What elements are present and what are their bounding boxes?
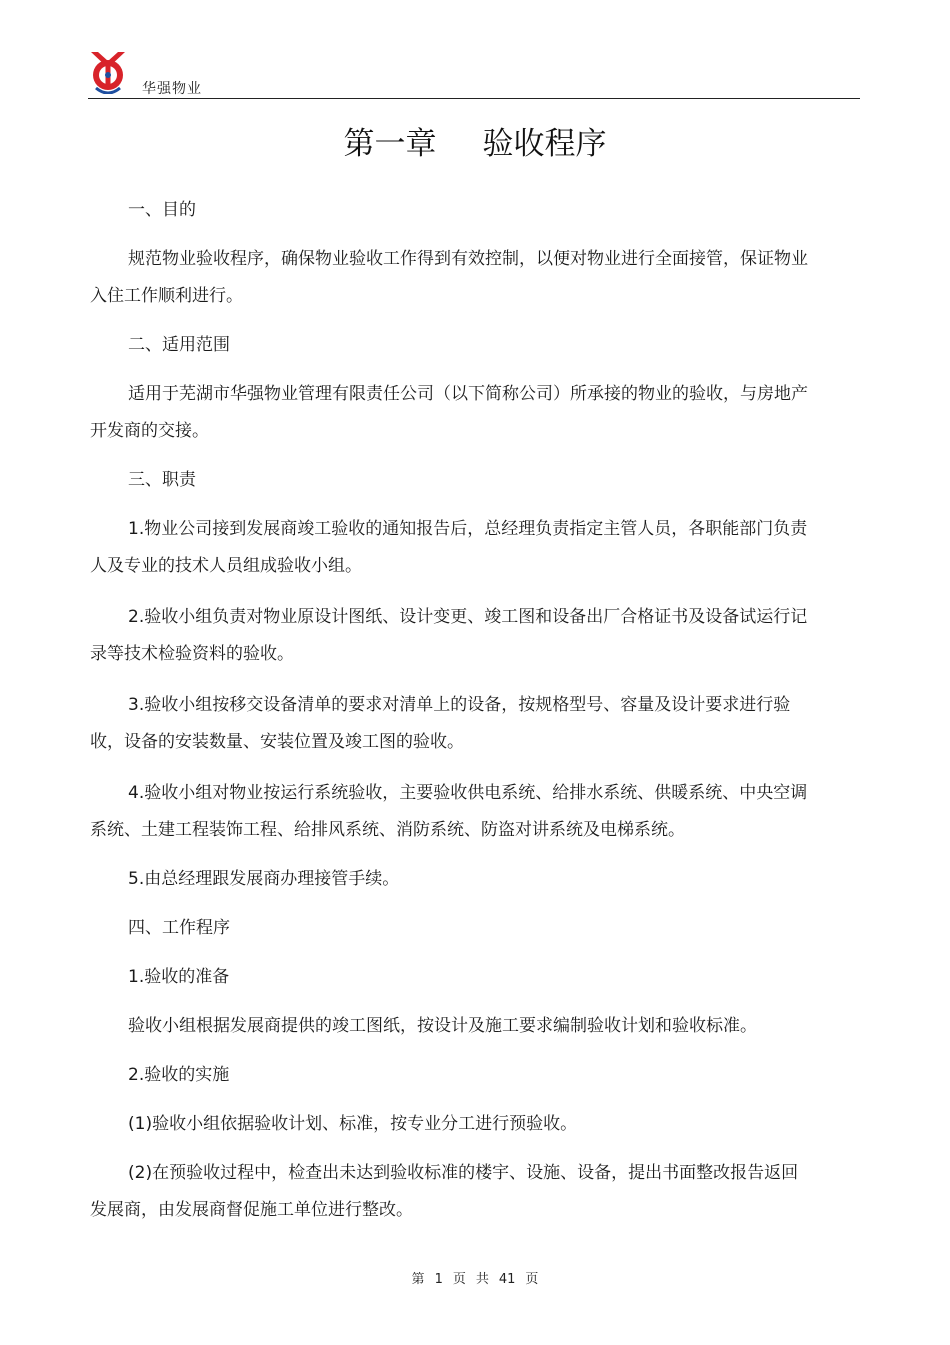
paragraph: 4.验收小组对物业按运行系统验收，主要验收供电系统、给排水系统、供暖系统、中央空调系统、土建工程装饰工程、给排风系统、消防系统、防盗对讲系统及电梯系统。 [90,783,808,840]
paragraph: 适用于芜湖市华强物业管理有限责任公司（以下简称公司）所承接的物业的验收，与房地产开发商的交接。 [90,384,808,441]
paragraph: 1.物业公司接到发展商竣工验收的通知报告后，总经理负责指定主管人员，各职能部门负责人及专业的技术人员组成验收小组。 [90,519,808,576]
section-heading: 一、目的 [128,200,196,220]
page-header [88,48,860,100]
footer-word: 页 [452,1272,466,1287]
total-pages: 41 [498,1272,516,1287]
footer-word: 页 [525,1272,539,1287]
paragraph: (2)在预验收过程中，检查出未达到验收标准的楼宇、设施、设备，提出书面整改报告返回发展商，由发展商督促施工单位进行整改。 [90,1163,799,1220]
page-number: 1 [434,1272,443,1287]
footer-word: 共 [475,1272,489,1287]
chapter-name: 验收程序 [482,126,607,162]
paragraph: 规范物业验收程序，确保物业验收工作得到有效控制，以便对物业进行全面接管，保证物业入住工作顺利进行。 [90,249,808,306]
chapter-number: 第一章 [343,126,437,162]
document-body [90,192,814,1229]
paragraph: 5.由总经理跟发展商办理接管手续。 [128,869,400,889]
page-footer [0,1268,950,1287]
paragraph: (1)验收小组依据验收计划、标准，按专业分工进行预验收。 [128,1114,578,1134]
header-divider [88,98,860,99]
chapter-title [0,118,950,163]
section-heading: 四、工作程序 [128,918,230,938]
subsection-heading: 2.验收的实施 [128,1065,230,1085]
subsection-heading: 1.验收的准备 [128,967,230,987]
huaqiang-logo-icon [88,48,128,94]
paragraph: 3.验收小组按移交设备清单的要求对清单上的设备，按规格型号、容量及设计要求进行验收，设备的安装数量、安装位置及竣工图的验收。 [90,695,791,752]
paragraph: 2.验收小组负责对物业原设计图纸、设计变更、竣工图和设备出厂合格证书及设备试运行记录等技术检验资料的验收。 [90,607,808,664]
company-name: 华强物业 [142,81,202,97]
paragraph: 验收小组根据发展商提供的竣工图纸，按设计及施工要求编制验收计划和验收标准。 [128,1016,757,1036]
section-heading: 三、职责 [128,470,196,490]
section-heading: 二、适用范围 [128,335,230,355]
footer-word: 第 [411,1272,425,1287]
